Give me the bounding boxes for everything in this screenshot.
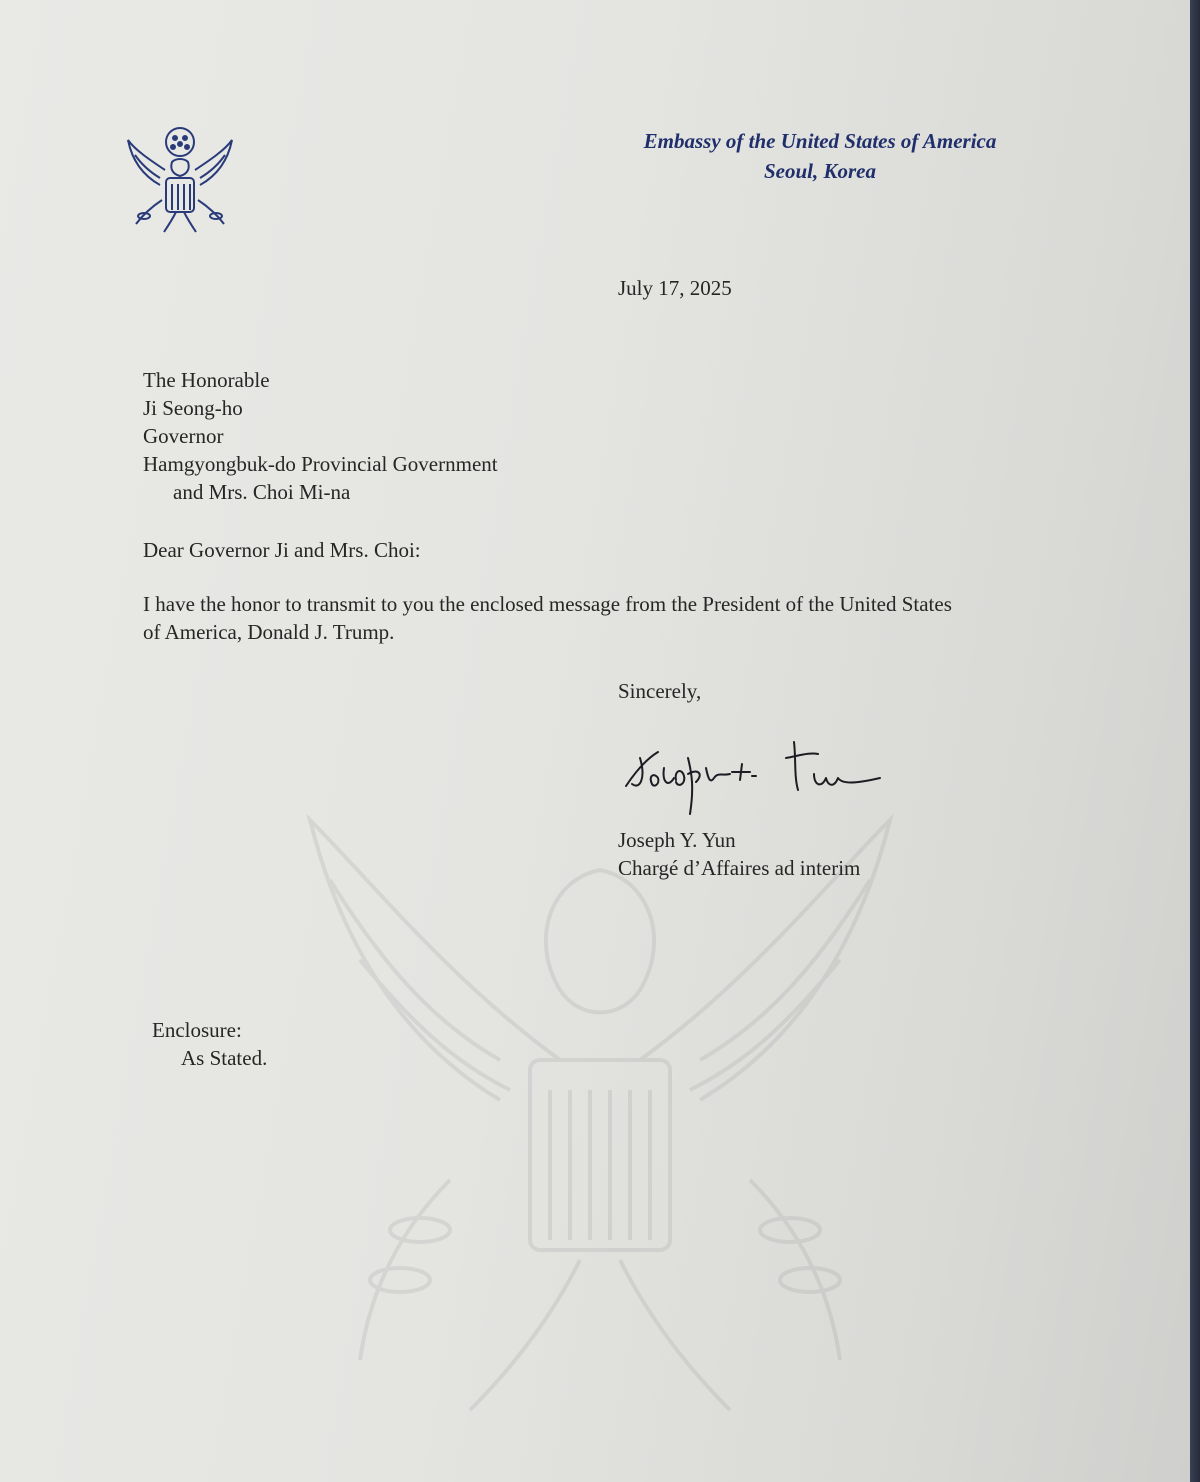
- recipient-line: Governor: [143, 424, 224, 448]
- enclosure-block: [152, 1016, 267, 1072]
- recipient-address: [143, 366, 498, 506]
- signer-title: Chargé d’Affaires ad interim: [618, 856, 861, 880]
- recipient-line: The Honorable: [143, 368, 270, 392]
- letter-date: July 17, 2025: [618, 276, 732, 300]
- body-line: of America, Donald J. Trump.: [143, 620, 395, 644]
- letterhead: [600, 126, 1040, 186]
- closing: Sincerely,: [618, 679, 702, 703]
- background-edge: [1190, 0, 1200, 1482]
- enclosure-value: As Stated.: [181, 1046, 268, 1070]
- embassy-name: Embassy of the United States of America: [643, 129, 997, 153]
- body-line: I have the honor to transmit to you the enclosed message from the President of the United States: [143, 592, 952, 616]
- recipient-line: and Mrs. Choi Mi-na: [173, 480, 351, 504]
- signer-name: Joseph Y. Yun: [618, 828, 736, 852]
- enclosure-label: Enclosure:: [152, 1018, 242, 1042]
- letter-body: [143, 590, 952, 646]
- recipient-line: Ji Seong-ho: [143, 396, 243, 420]
- great-seal-icon: [120, 120, 240, 238]
- salutation: Dear Governor Ji and Mrs. Choi:: [143, 538, 421, 562]
- recipient-line: Hamgyongbuk-do Provincial Government: [143, 452, 498, 476]
- embassy-location: Seoul, Korea: [763, 159, 876, 183]
- signer-block: [618, 826, 860, 882]
- handwritten-signature: [618, 728, 888, 823]
